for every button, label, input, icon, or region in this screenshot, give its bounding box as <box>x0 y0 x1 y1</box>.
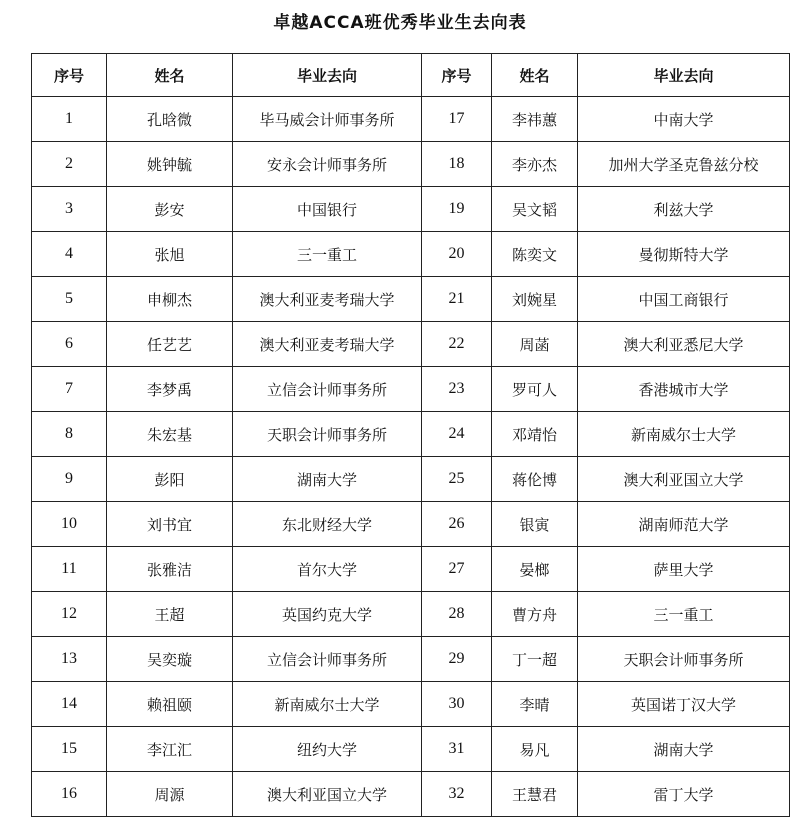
header-left-destination: 毕业去向 <box>233 54 422 97</box>
cell-left-name: 吴奕璇 <box>107 637 233 682</box>
cell-right-name: 晏榔 <box>492 547 578 592</box>
cell-right-number: 22 <box>422 322 492 367</box>
cell-right-number: 31 <box>422 727 492 772</box>
cell-left-name: 李梦禹 <box>107 367 233 412</box>
cell-right-destination: 天职会计师事务所 <box>578 637 790 682</box>
cell-right-destination: 香港城市大学 <box>578 367 790 412</box>
cell-left-number: 16 <box>32 772 107 817</box>
cell-left-number: 14 <box>32 682 107 727</box>
cell-right-name: 李晴 <box>492 682 578 727</box>
cell-left-name: 赖祖颐 <box>107 682 233 727</box>
cell-right-number: 28 <box>422 592 492 637</box>
cell-right-name: 陈奕文 <box>492 232 578 277</box>
cell-right-name: 邓靖怡 <box>492 412 578 457</box>
cell-right-name: 银寅 <box>492 502 578 547</box>
cell-left-destination: 纽约大学 <box>233 727 422 772</box>
cell-left-name: 张旭 <box>107 232 233 277</box>
header-right-number: 序号 <box>422 54 492 97</box>
cell-left-destination: 毕马威会计师事务所 <box>233 97 422 142</box>
cell-right-destination: 三一重工 <box>578 592 790 637</box>
cell-left-name: 李江汇 <box>107 727 233 772</box>
cell-left-destination: 中国银行 <box>233 187 422 232</box>
table-row <box>32 547 790 592</box>
cell-right-destination: 澳大利亚国立大学 <box>578 457 790 502</box>
cell-right-name: 罗可人 <box>492 367 578 412</box>
cell-left-destination: 安永会计师事务所 <box>233 142 422 187</box>
cell-right-name: 李祎蕙 <box>492 97 578 142</box>
cell-left-name: 彭安 <box>107 187 233 232</box>
table-row <box>32 142 790 187</box>
table-row <box>32 187 790 232</box>
cell-left-destination: 首尔大学 <box>233 547 422 592</box>
cell-right-number: 30 <box>422 682 492 727</box>
cell-right-destination: 雷丁大学 <box>578 772 790 817</box>
cell-right-destination: 中南大学 <box>578 97 790 142</box>
cell-right-number: 20 <box>422 232 492 277</box>
cell-right-name: 周菡 <box>492 322 578 367</box>
table-row <box>32 682 790 727</box>
cell-left-destination: 澳大利亚麦考瑞大学 <box>233 322 422 367</box>
document-title: 卓越ACCA班优秀毕业生去向表 <box>273 13 527 33</box>
cell-left-name: 申柳杰 <box>107 277 233 322</box>
cell-left-number: 2 <box>32 142 107 187</box>
cell-left-number: 15 <box>32 727 107 772</box>
cell-left-name: 张雅洁 <box>107 547 233 592</box>
cell-left-number: 12 <box>32 592 107 637</box>
cell-left-destination: 英国约克大学 <box>233 592 422 637</box>
cell-right-destination: 湖南大学 <box>578 727 790 772</box>
table-row <box>32 457 790 502</box>
cell-left-destination: 澳大利亚国立大学 <box>233 772 422 817</box>
cell-right-number: 29 <box>422 637 492 682</box>
table-header-row <box>32 54 790 97</box>
cell-left-number: 9 <box>32 457 107 502</box>
cell-left-destination: 立信会计师事务所 <box>233 367 422 412</box>
cell-right-name: 丁一超 <box>492 637 578 682</box>
cell-left-name: 彭阳 <box>107 457 233 502</box>
cell-right-name: 李亦杰 <box>492 142 578 187</box>
cell-left-name: 任艺艺 <box>107 322 233 367</box>
table-row <box>32 412 790 457</box>
cell-right-destination: 英国诺丁汉大学 <box>578 682 790 727</box>
table-body <box>32 97 790 817</box>
cell-right-number: 17 <box>422 97 492 142</box>
cell-right-number: 24 <box>422 412 492 457</box>
cell-right-name: 易凡 <box>492 727 578 772</box>
cell-left-destination: 东北财经大学 <box>233 502 422 547</box>
header-left-number: 序号 <box>32 54 107 97</box>
cell-right-destination: 萨里大学 <box>578 547 790 592</box>
table-row <box>32 772 790 817</box>
cell-left-name: 刘书宜 <box>107 502 233 547</box>
cell-right-destination: 湖南师范大学 <box>578 502 790 547</box>
cell-left-name: 王超 <box>107 592 233 637</box>
cell-right-number: 19 <box>422 187 492 232</box>
cell-right-number: 25 <box>422 457 492 502</box>
cell-left-name: 周源 <box>107 772 233 817</box>
cell-right-number: 27 <box>422 547 492 592</box>
table-row <box>32 502 790 547</box>
cell-left-number: 11 <box>32 547 107 592</box>
graduate-destination-table <box>31 53 790 817</box>
cell-right-name: 吴文韬 <box>492 187 578 232</box>
cell-left-destination: 三一重工 <box>233 232 422 277</box>
header-right-destination: 毕业去向 <box>578 54 790 97</box>
cell-right-name: 王慧君 <box>492 772 578 817</box>
cell-right-number: 21 <box>422 277 492 322</box>
cell-right-name: 蒋伦博 <box>492 457 578 502</box>
cell-left-number: 5 <box>32 277 107 322</box>
cell-right-destination: 曼彻斯特大学 <box>578 232 790 277</box>
cell-left-name: 姚钟毓 <box>107 142 233 187</box>
cell-right-number: 23 <box>422 367 492 412</box>
cell-left-destination: 澳大利亚麦考瑞大学 <box>233 277 422 322</box>
cell-right-destination: 新南威尔士大学 <box>578 412 790 457</box>
table-row <box>32 367 790 412</box>
cell-left-number: 13 <box>32 637 107 682</box>
table-row <box>32 97 790 142</box>
cell-right-destination: 中国工商银行 <box>578 277 790 322</box>
cell-left-destination: 立信会计师事务所 <box>233 637 422 682</box>
cell-right-number: 32 <box>422 772 492 817</box>
cell-left-number: 10 <box>32 502 107 547</box>
table-row <box>32 322 790 367</box>
table-row <box>32 637 790 682</box>
cell-left-number: 8 <box>32 412 107 457</box>
cell-right-number: 26 <box>422 502 492 547</box>
cell-left-name: 朱宏基 <box>107 412 233 457</box>
cell-right-name: 刘婉星 <box>492 277 578 322</box>
cell-left-destination: 湖南大学 <box>233 457 422 502</box>
table-row <box>32 727 790 772</box>
cell-left-number: 3 <box>32 187 107 232</box>
header-right-name: 姓名 <box>492 54 578 97</box>
cell-left-number: 1 <box>32 97 107 142</box>
cell-left-number: 7 <box>32 367 107 412</box>
header-left-name: 姓名 <box>107 54 233 97</box>
table-row <box>32 277 790 322</box>
cell-right-name: 曹方舟 <box>492 592 578 637</box>
table-row <box>32 592 790 637</box>
cell-right-number: 18 <box>422 142 492 187</box>
cell-right-destination: 加州大学圣克鲁兹分校 <box>578 142 790 187</box>
cell-right-destination: 澳大利亚悉尼大学 <box>578 322 790 367</box>
cell-left-destination: 新南威尔士大学 <box>233 682 422 727</box>
cell-left-number: 4 <box>32 232 107 277</box>
cell-left-name: 孔晗微 <box>107 97 233 142</box>
cell-right-destination: 利兹大学 <box>578 187 790 232</box>
cell-left-number: 6 <box>32 322 107 367</box>
cell-left-destination: 天职会计师事务所 <box>233 412 422 457</box>
table-row <box>32 232 790 277</box>
